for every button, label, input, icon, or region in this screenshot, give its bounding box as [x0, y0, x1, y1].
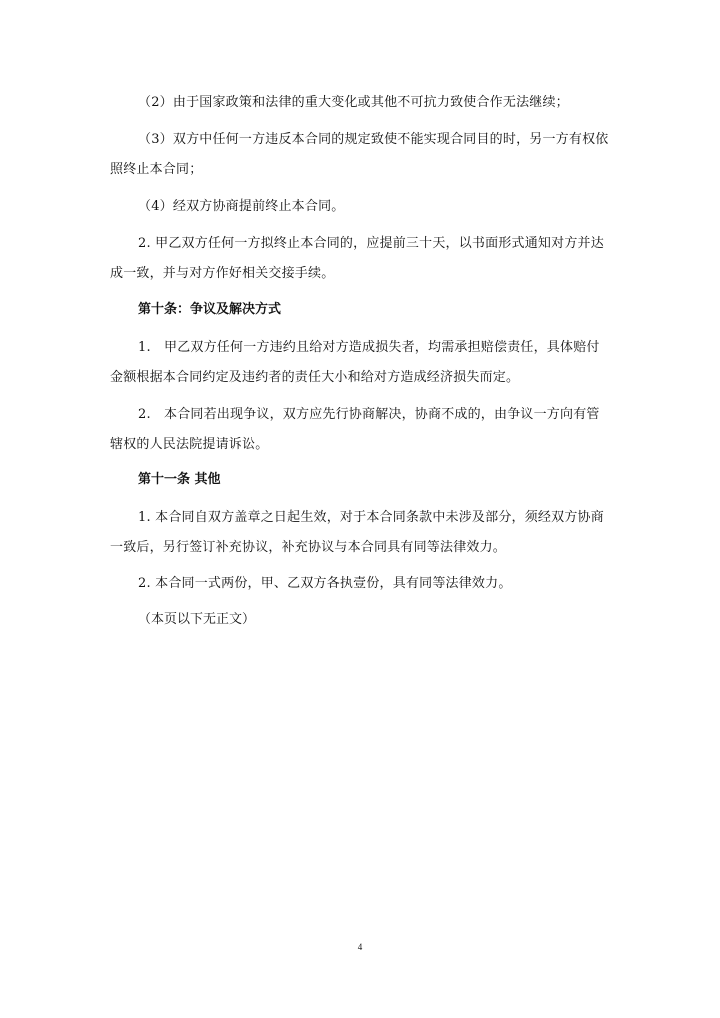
- section-11-paragraph-1: 1. 本合同自双方盖章之日起生效，对于本合同条款中未涉及部分，须经双方协商一致后，另行签订补充协议，补充协议与本合同具有同等法律效力。: [110, 510, 604, 555]
- section-11-heading: 第十一条 其他: [138, 472, 221, 487]
- section-10-paragraph-2: 2. 本合同若出现争议，双方应先行协商解决，协商不成的，由争议一方向有管辖权的人民法院提请诉讼。: [110, 407, 600, 452]
- page-number: 4: [357, 942, 363, 952]
- section-11-paragraph-2: 2. 本合同一式两份，甲、乙双方各执壹份，具有同等法律效力。: [138, 576, 512, 591]
- clause-item-4: （4）经双方协商提前终止本合同。: [138, 199, 345, 214]
- end-of-text-note: （本页以下无正文）: [138, 612, 256, 627]
- clause-item-3: （3）双方中任何一方违反本合同的规定致使不能实现合同目的时，另一方有权依照终止本合同；: [110, 132, 609, 177]
- clause-item-2: （2）由于国家政策和法律的重大变化或其他不可抗力致使合作无法继续；: [138, 95, 569, 110]
- section-10-heading: 第十条：争议及解决方式: [138, 302, 282, 317]
- termination-notice-paragraph: 2. 甲乙双方任何一方拟终止本合同的，应提前三十天，以书面形式通知对方并达成一致，并与对方作好相关交接手续。: [110, 236, 604, 281]
- section-10-paragraph-1: 1. 甲乙双方任何一方违约且给对方造成损失者，均需承担赔偿责任，具体赔付金额根据本合同约定及违约者的责任大小和给对方造成经济损失而定。: [110, 340, 600, 385]
